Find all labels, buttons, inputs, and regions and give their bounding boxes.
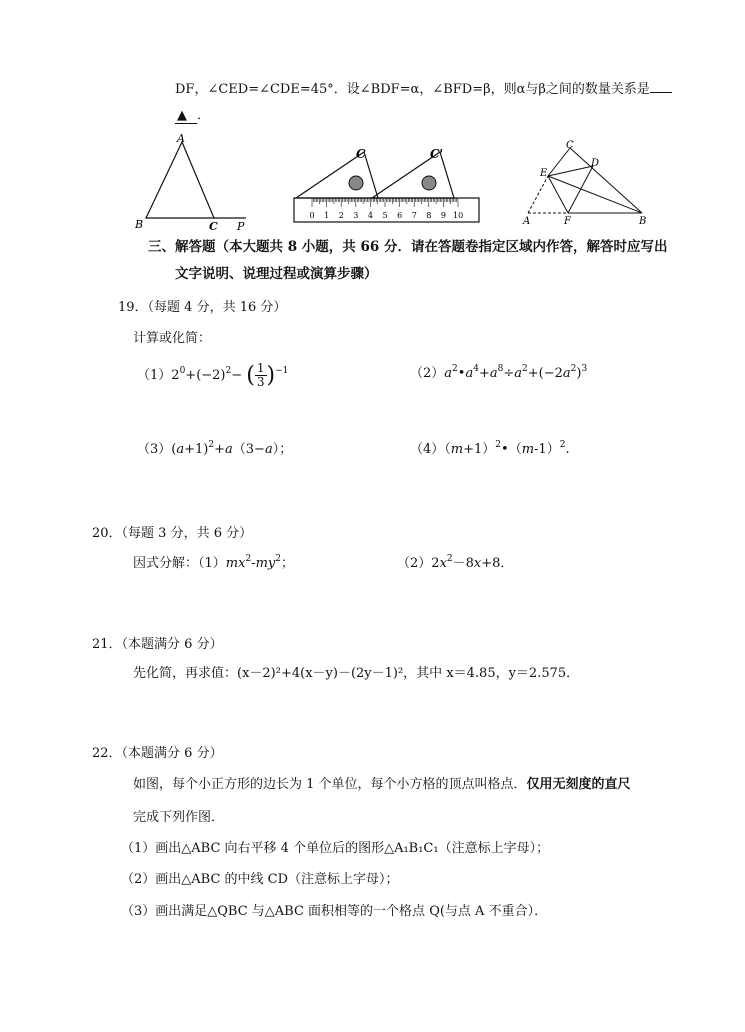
q18-line1 <box>175 78 672 97</box>
label-b: B <box>135 218 144 231</box>
ruler-number: 8 <box>426 211 432 220</box>
ruler-number: 4 <box>367 211 373 220</box>
triangle-figure <box>130 132 260 232</box>
q20-part1: 因式分解：$(1)mx^2-my^2$； <box>133 554 295 571</box>
q19-instruction: 计算或化简： <box>133 331 212 346</box>
q19-part3: $(3)(a+1)^2+a(3-a)$； <box>137 440 293 457</box>
q21-text: 先化简，再求值：(x－2)²+4(x－y)－(2y－1)²，其中 x＝4.85，y＝2.575． <box>133 666 580 681</box>
part-label: （2） <box>410 366 445 381</box>
label-c-prime: C' <box>430 147 444 161</box>
triangle-abc <box>146 142 214 218</box>
label-p: P <box>237 220 245 232</box>
q20-part2: $(2)2x^2-8x+8$． <box>397 554 514 571</box>
q20-heading: 20．（每题 3 分，共 6 分） <box>92 526 253 541</box>
q22-item1: （1）画出△ABC 向右平移 4 个单位后的图形△A₁B₁C₁（注意标上字母）； <box>121 841 550 856</box>
label-d: D <box>591 158 600 169</box>
answer-blank-line <box>650 80 672 93</box>
q18-line2 <box>175 104 210 124</box>
part-label: （4） <box>410 442 445 457</box>
ruler-number: 9 <box>440 211 446 220</box>
q19-part4: $(4)(m+1)^2•(m-1)^2$. <box>410 440 570 457</box>
q22-intro-text: 如图，每个小正方形的边长为 1 个单位，每个小方格的顶点叫格点． <box>133 777 527 792</box>
q22-item3: （3）画出满足△QBC 与△ABC 面积相等的一个格点 Q(与点 A 不重合）． <box>121 904 548 919</box>
set-square-1 <box>296 152 378 198</box>
q22-item2: （2）画出△ABC 的中线 CD（注意标上字母）； <box>121 872 399 887</box>
q22-intro1 <box>133 773 631 792</box>
q22-intro2: 完成下列作图． <box>133 810 225 825</box>
ruler-number: 7 <box>411 211 417 220</box>
label-f: F <box>564 216 571 227</box>
dashed-ae <box>528 176 548 213</box>
q19-heading: 19．（每题 4 分，共 16 分） <box>118 300 287 315</box>
period: ． <box>197 108 211 123</box>
blank-triangle-icon: ▲ <box>177 108 187 123</box>
answer-blank <box>175 108 197 124</box>
section-title: 三、解答题（本大题共 8 小题，共 66 分．请在答题卷指定区域内作答，解答时应写出 <box>148 239 668 255</box>
section-title-line2: 文字说明、说理过程或演算步骤） <box>175 266 378 282</box>
label-e: E <box>540 168 548 179</box>
q18-text: DF，∠CED=∠CDE=45°．设∠BDF=α，∠BFD=β，则α与β之间的数量关系是 <box>175 82 650 97</box>
hole-1 <box>349 176 363 190</box>
label-a: A <box>177 132 185 145</box>
q22-heading: 22．（本题满分 6 分） <box>92 746 223 761</box>
segment-bc <box>570 148 642 213</box>
ruler-ticks <box>310 198 464 220</box>
q22-intro-bold: 仅用无刻度的直尺 <box>526 777 631 792</box>
segment-eb <box>548 176 642 213</box>
fold-figure <box>518 136 653 228</box>
q20-instruction: 因式分解：（1） <box>133 556 226 571</box>
segment-fd <box>568 166 593 213</box>
q19-part2: $(2)a^2•a^4+a^8\div a^2+(-2a^2)^3$ <box>410 364 588 381</box>
label-a: A <box>523 216 531 227</box>
ruler-number: 10 <box>453 211 464 220</box>
segment-ef <box>548 176 568 213</box>
ruler-number: 6 <box>397 211 403 220</box>
fraction-one-third: $\frac{1}{3}$ <box>256 361 265 389</box>
label-c: C <box>566 140 574 151</box>
hole-2 <box>422 176 436 190</box>
ruler-number: 5 <box>382 211 388 220</box>
part-label: （1） <box>137 368 172 383</box>
ruler-number: 1 <box>324 211 330 220</box>
label-b: B <box>639 216 647 227</box>
ruler-number: 3 <box>353 211 359 220</box>
ruler-number: 2 <box>338 211 344 220</box>
ruler-figure <box>290 142 485 227</box>
part-label: （3） <box>137 442 172 457</box>
part-label: （2） <box>397 556 432 571</box>
q19-part1: $(1)2^0+(-2)^2-$ ( $\frac{1}{3}$ )$^{-1}$ <box>137 361 289 389</box>
label-c: C <box>356 147 366 161</box>
label-c: C <box>209 220 218 232</box>
q21-heading: 21．（本题满分 6 分） <box>92 637 223 652</box>
ruler-number: 0 <box>309 211 315 220</box>
